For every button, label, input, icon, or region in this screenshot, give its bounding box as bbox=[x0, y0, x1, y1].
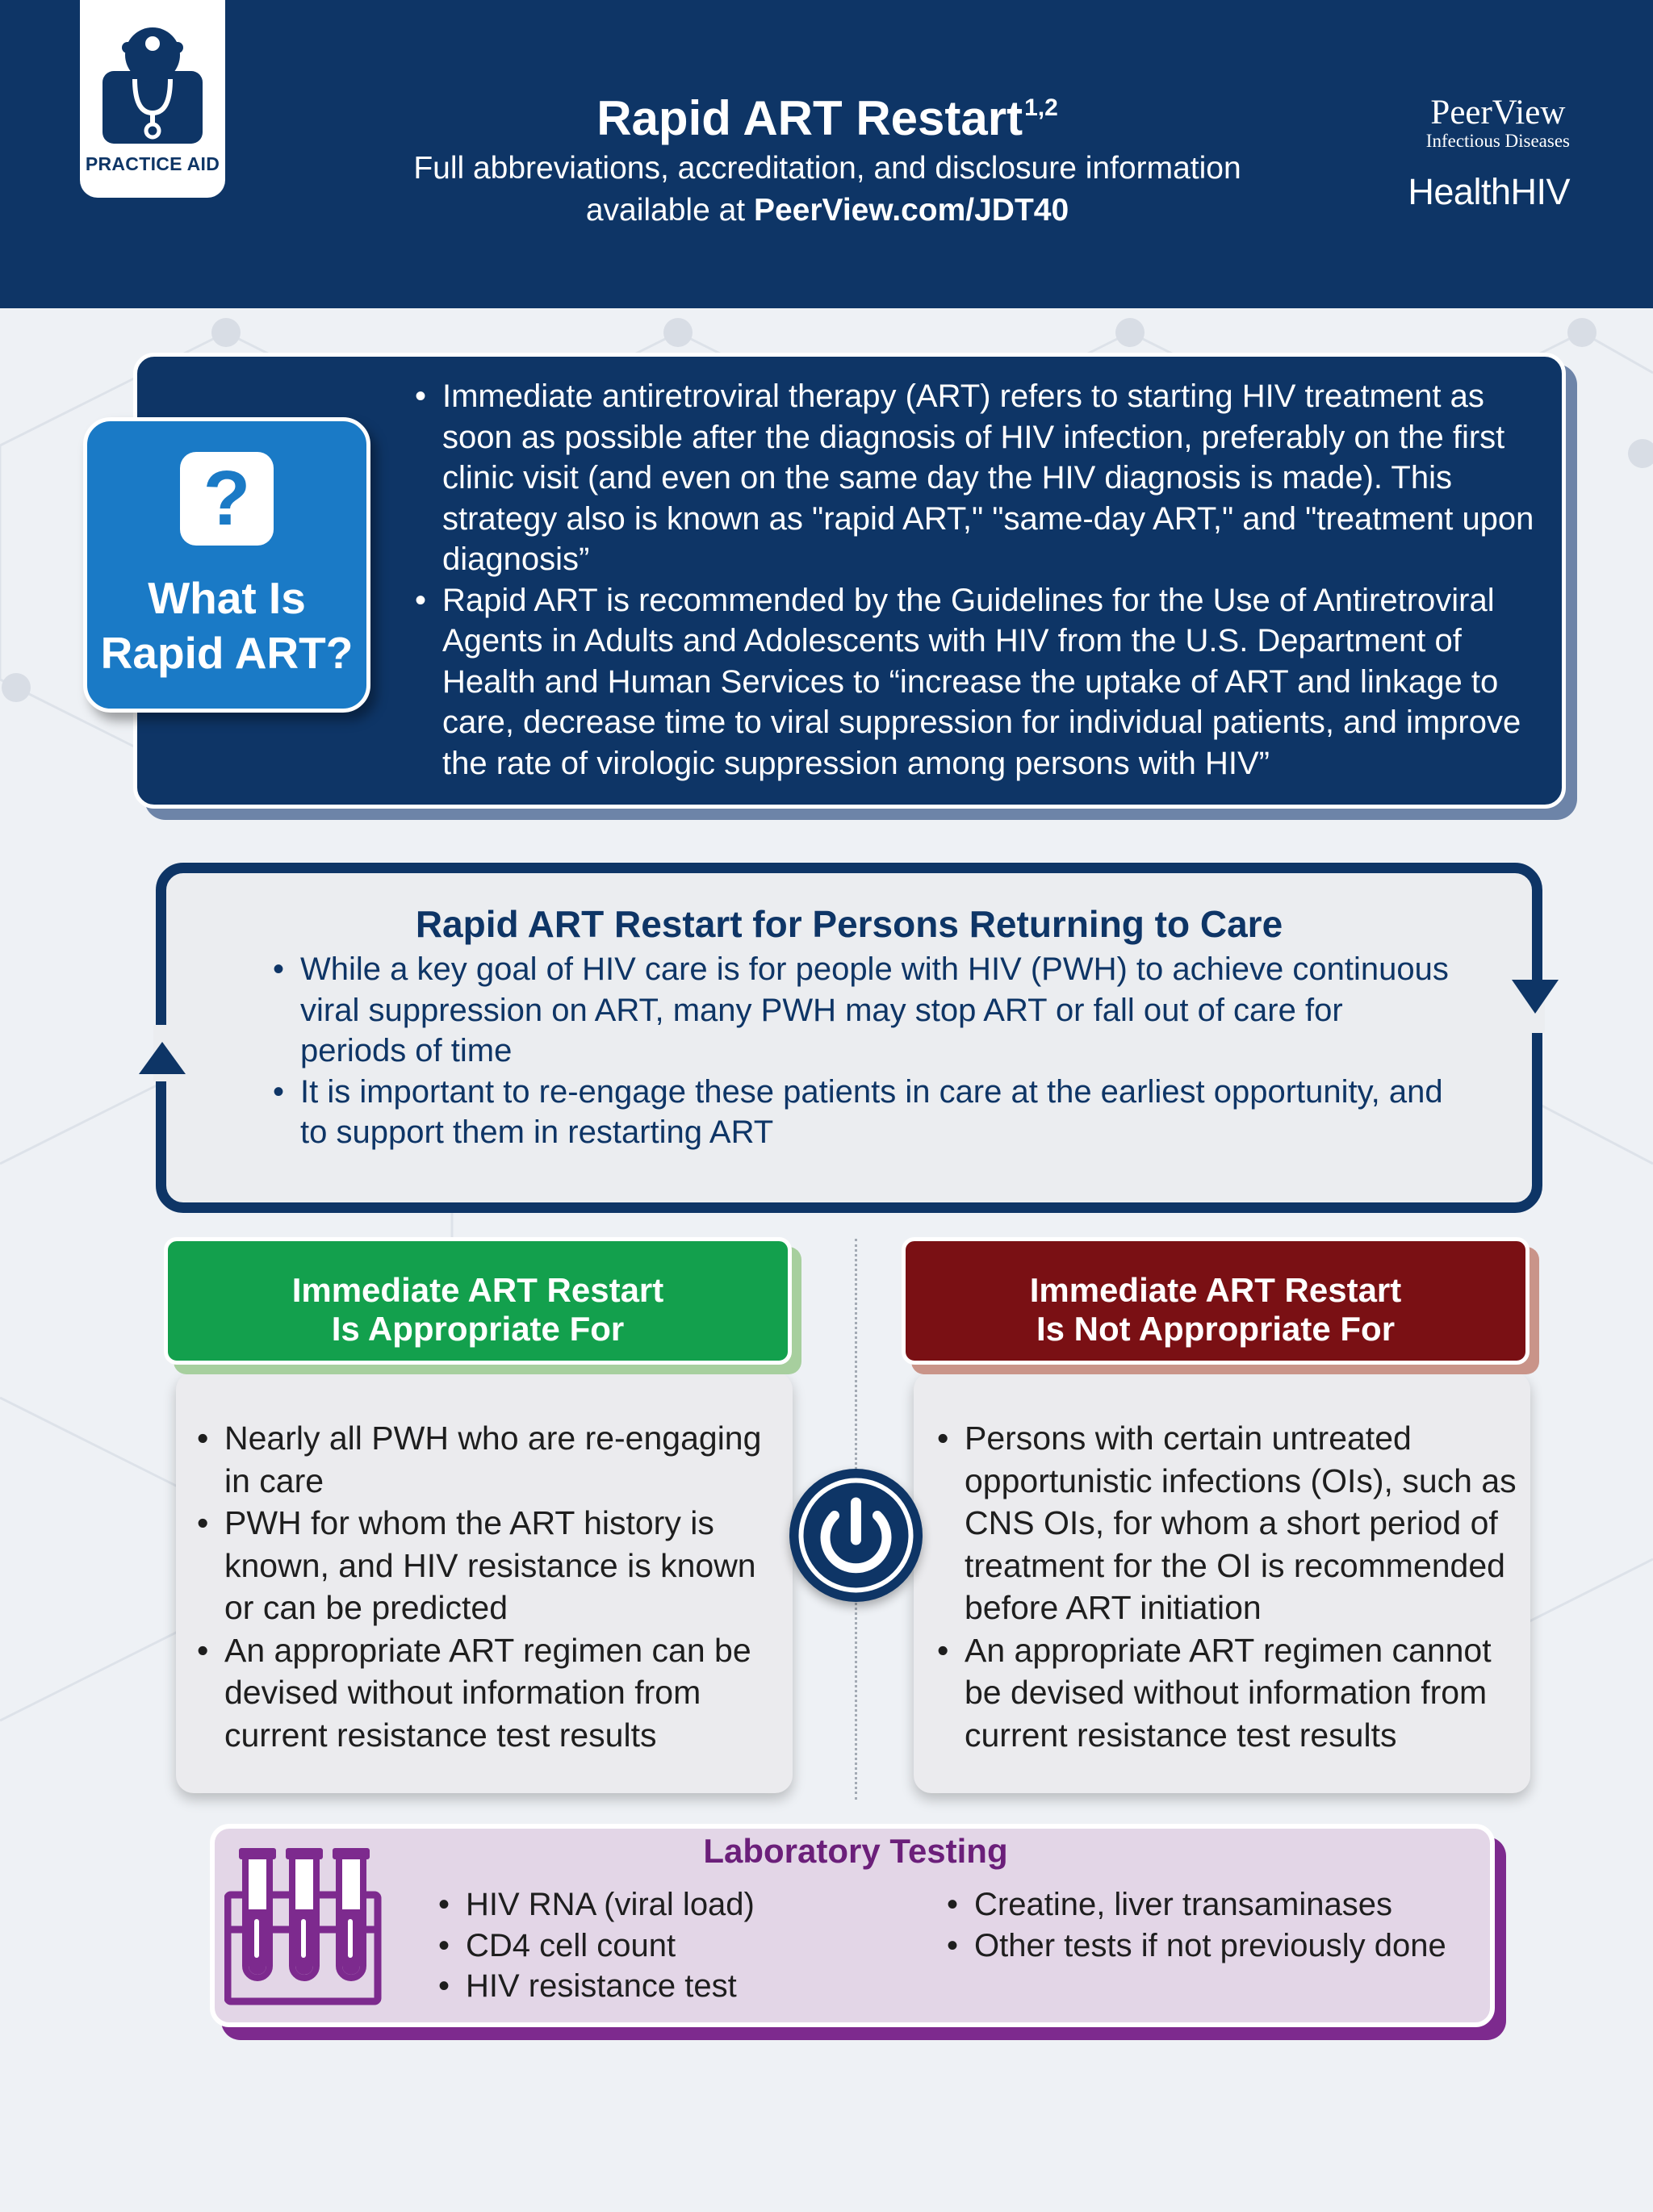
appropriate-bullet-list bbox=[195, 1417, 793, 1756]
arrow-up-icon bbox=[139, 1042, 186, 1074]
power-icon bbox=[789, 1469, 923, 1602]
restart-title: Rapid ART Restart for Persons Returning to Care bbox=[415, 903, 1283, 945]
list-item: • While a key goal of HIV care is for people with HIV (PWH) to achieve continuous viral suppression on ART, many PWH may stop ART or fall out of care for periods of time bbox=[271, 949, 1450, 1072]
list-item: • Persons with certain untreated opportunistic infections (OIs), such as CNS OIs, for whom a short period of treatment for the OI is recommended before ART initiation bbox=[935, 1417, 1517, 1629]
list-item: • HIV resistance test bbox=[437, 1966, 889, 2007]
list-item: • An appropriate ART regimen can be devised without information from current resistance test results bbox=[195, 1629, 793, 1757]
badge-label: PRACTICE AID bbox=[85, 153, 220, 174]
list-item: • Nearly all PWH who are re-engaging in care bbox=[195, 1417, 793, 1502]
list-item: • PWH for whom the ART history is known, and HIV resistance is known or can be predicted bbox=[195, 1502, 793, 1629]
page-header bbox=[0, 0, 1653, 308]
not-appropriate-bullet-list bbox=[935, 1417, 1517, 1756]
lab-testing-title: Laboratory Testing bbox=[703, 1832, 1008, 1870]
title-reference: 1,2 bbox=[1024, 94, 1058, 121]
practice-aid-badge bbox=[80, 0, 225, 198]
doctor-icon bbox=[103, 23, 203, 144]
list-item: • Immediate antiretroviral therapy (ART) refers to starting HIV treatment as soon as possible after the diagnosis of HIV infection, preferably on the first clinic visit (and even on the same day the HIV diagnosis is made). This strategy also is known as "rapid ART," "same-day ART," and "treatment upon diagnosis” bbox=[413, 376, 1547, 580]
restart-bullet-list bbox=[271, 949, 1450, 1153]
list-item: • HIV RNA (viral load) bbox=[437, 1884, 889, 1926]
list-item: • It is important to re-engage these patients in care at the earliest opportunity, and to support them in restarting ART bbox=[271, 1072, 1450, 1153]
peerview-link[interactable]: PeerView.com/JDT40 bbox=[753, 193, 1069, 228]
list-item: • Rapid ART is recommended by the Guidelines for the Use of Antiretroviral Agents in Adults and Adolescents with HIV from the U.S. Department of Health and Human Services to “increase the uptake of ART and linkage to care, decrease time to viral suppression for individual patients, and improve the rate of virologic suppression among persons with HIV” bbox=[413, 580, 1547, 784]
healthhiv-logo: HealthHIV bbox=[1408, 171, 1570, 212]
list-item: • CD4 cell count bbox=[437, 1926, 889, 1967]
what-is-title: What Is Rapid ART? bbox=[100, 573, 354, 678]
arrow-down-icon bbox=[1512, 980, 1559, 1014]
lab-test-list-right bbox=[945, 1884, 1494, 1966]
lab-test-list-left bbox=[437, 1884, 889, 2007]
peerview-logo: PeerView Infectious Diseases bbox=[1425, 94, 1570, 151]
not-appropriate-header: Immediate ART Restart Is Not Appropriate For bbox=[902, 1237, 1530, 1365]
page-title: Rapid ART Restart$^{1,2}$ bbox=[596, 91, 1058, 145]
page-subtitle: Full abbreviations, accreditation, and disclosure information available at PeerView.com/JDT40 bbox=[413, 151, 1241, 228]
what-is-rapid-art-tile bbox=[83, 417, 370, 713]
list-item: • Other tests if not previously done bbox=[945, 1926, 1494, 1967]
question-icon: ? bbox=[180, 452, 274, 546]
what-is-bullet-list bbox=[413, 376, 1547, 784]
appropriate-header: Immediate ART Restart Is Appropriate For bbox=[164, 1237, 792, 1365]
list-item: • Creatine, liver transaminases bbox=[945, 1884, 1494, 1926]
list-item: • An appropriate ART regimen cannot be devised without information from current resistance test results bbox=[935, 1629, 1517, 1757]
